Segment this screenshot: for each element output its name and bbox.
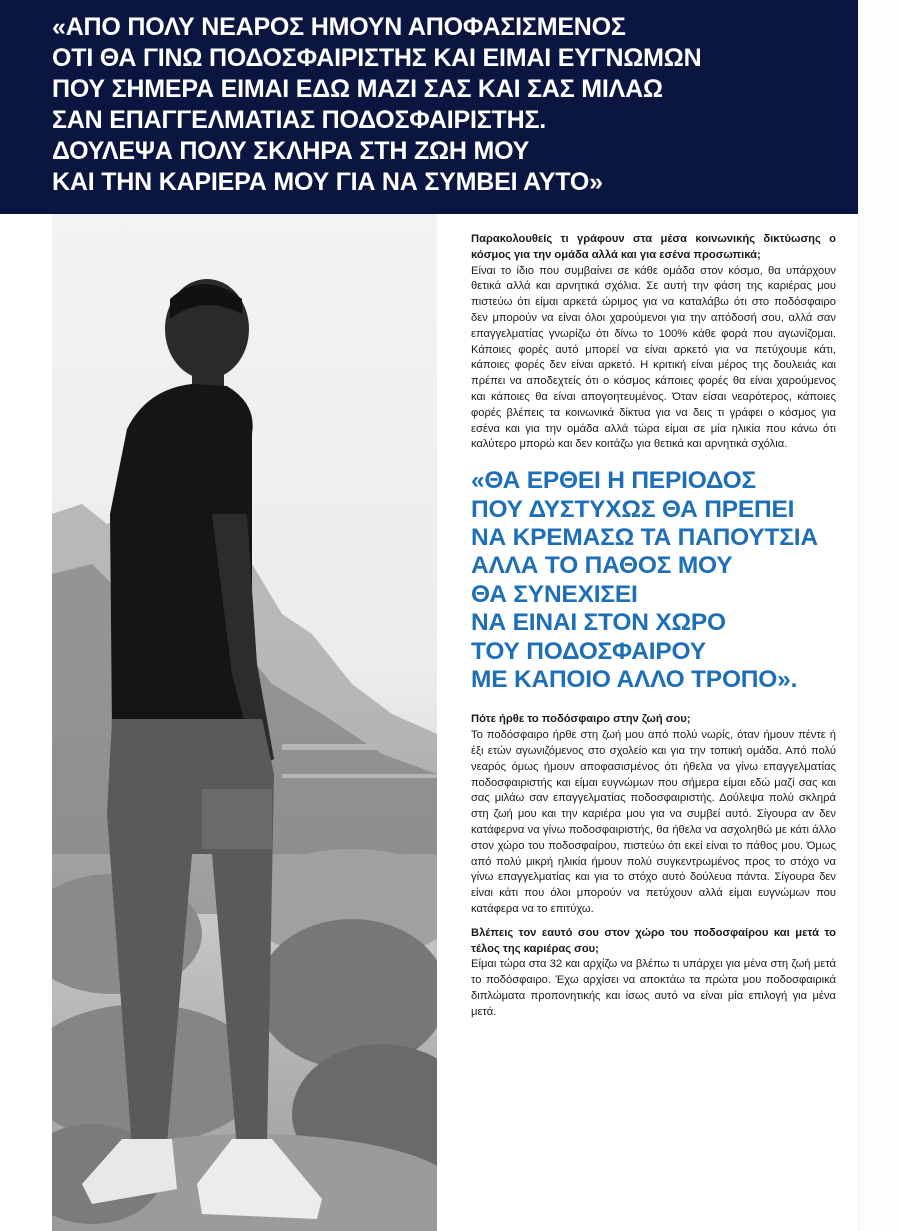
header-quote-line: ΚΑΙ ΤΗΝ ΚΑΡΙΕΡΑ ΜΟΥ ΓΙΑ ΝΑ ΣΥΜΒΕΙ ΑΥΤΟ» [52, 168, 603, 196]
header-quote-line: ΟΤΙ ΘΑ ΓΙΝΩ ΠΟΔΟΣΦΑΙΡΙΣΤΗΣ ΚΑΙ ΕΙΜΑΙ ΕΥΓΝΩΜΩΝ [52, 44, 702, 72]
interview-question: Παρακολουθείς τι γράφουν στα μέσα κοινωνικής δικτύωσης ο κόσμος για την ομάδα αλλά και για εσένα προσωπικά; [471, 233, 836, 261]
header-quote-banner [0, 0, 858, 214]
interview-answer: Είμαι τώρα στα 32 και αρχίζω να βλέπω τι υπάρχει για μένα στη ζωή μετά το ποδόσφαιρο. Έχω αρχίσει να αποκτάω τα πρώτα μου ποδοσφαιρικά διπλώματα προπονητικής και ίσως αυτό να είναι μία επιλογή για μένα μετά. [471, 958, 836, 1018]
interview-question: Πότε ήρθε το ποδόσφαιρο στην ζωή σου; [471, 713, 691, 726]
pull-quote-line: ΤΟΥ ΠΟΔΟΣΦΑΙΡΟΥ [471, 637, 706, 665]
interview-answer: Είναι το ίδιο που συμβαίνει σε κάθε ομάδα στον κόσμο, θα υπάρχουν θετικά αλλά και αρνητικά σχόλια. Σε αυτή την φάση της καριέρας μου πιστεύω ότι είμαι αρκετά ώριμος για να καταλάβω ότι στο ποδόσφαιρο δεν μπορούν να είναι όλοι χαρούμενοι για την απόδοσή σου, αλλά σαν επαγγελματίας γνωρίζω ότι δίνω το 100% κάθε φορά που αγωνίζομαι. Κάποιες φορές αυτό μπορεί να είναι αρκετό για να πετύχουμε κάτι, κάποιες φορές δεν είναι αρκετό. Η κριτική είναι μέρος της δουλειάς και πρέπει να αποδεχτείς ότι ο κόσμος κάποιες φορές θα είναι χαρούμενος και κάποιες θα είναι απογοητευμένος. Όταν είσαι νεαρότερος, κάποιες φορές βλέπεις τα κοινωνικά δίκτυα για να δεις τι γράφει ο κόσμος για εσένα και για την ομάδα αλλά τώρα είμαι σε μία ηλικία που κάνω ότι καλύτερο μπορώ και δεν κοιτάζω για θετικά και αρνητικά σχόλια. [471, 264, 836, 451]
interview-question: Βλέπεις τον εαυτό σου στον χώρο του ποδοσφαίρου και μετά το τέλος της καριέρας σου; [471, 926, 836, 955]
pull-quote-line: ΑΛΛΑ ΤΟ ΠΑΘΟΣ ΜΟΥ [471, 552, 733, 580]
pull-quote-line: ΜΕ ΚΑΠΟΙΟ ΑΛΛΟ ΤΡΟΠΟ». [471, 666, 798, 693]
pull-quote-line: «ΘΑ ΕΡΘΕΙ Η ΠΕΡΙΟΔΟΣ [471, 467, 757, 495]
pull-quote-line: ΘΑ ΣΥΝΕΧΙΣΕΙ [471, 580, 638, 608]
article-paragraph [471, 712, 836, 917]
page-margin [858, 0, 900, 1231]
pull-quote-line: ΝΑ ΕΙΝΑΙ ΣΤΟΝ ΧΩΡΟ [471, 609, 726, 637]
pull-quote-line: ΠΟΥ ΔΥΣΤΥΧΩΣ ΘΑ ΠΡΕΠΕΙ [471, 495, 795, 523]
header-quote-line: ΔΟΥΛΕΨΑ ΠΟΛΥ ΣΚΛΗΡΑ ΣΤΗ ΖΩΗ ΜΟΥ [52, 137, 530, 165]
pull-quote-line: ΝΑ ΚΡΕΜΑΣΩ ΤΑ ΠΑΠΟΥΤΣΙΑ [471, 523, 818, 551]
article-paragraph [471, 926, 836, 1021]
interview-answer: Το ποδόσφαιρο ήρθε στη ζωή μου από πολύ νωρίς, όταν ήμουν πέντε ή έξι ετών αγωνιζόμενος στο σχολείο και για την τοπική ομάδα. Από πολύ νεαρός όμως ήμουν αποφασισμένος ότι ήθελα να γίνω επαγγελματίας ποδοσφαιριστής και είμαι ευγνώμων που σήμερα είμαι εδώ μαζί σας και σας μιλάω σαν επαγγελματίας ποδοσφαιριστής. Δούλεψα πολύ σκληρά στη ζωή μου και την καριέρα μου για να συμβεί αυτό. Σίγουρα αν δεν κατάφερνα να γίνω ποδοσφαιριστής, θα ήθελα να ασχοληθώ με κάτι άλλο στον χώρο του ποδοσφαίρου, πιστεύω ότι εκεί είναι το πάθος μου. Όμως από πολύ μικρή ηλικία ήμουν πολύ συγκεντρωμένος προς το στόχο να γίνω επαγγελματίας και για το στόχο αυτό δούλευα πάντα. Σίγουρα δεν είναι κάτι που όλοι μπορούν να πετύχουν αλλά είμαι ευγνώμων που κατάφερα να το επιτύχω. [471, 729, 836, 915]
header-quote-line: ΠΟΥ ΣΗΜΕΡΑ ΕΙΜΑΙ ΕΔΩ ΜΑΖΙ ΣΑΣ ΚΑΙ ΣΑΣ ΜΙΛΑΩ [52, 75, 663, 103]
header-quote-line: ΣΑΝ ΕΠΑΓΓΕΛΜΑΤΙΑΣ ΠΟΔΟΣΦΑΙΡΙΣΤΗΣ. [52, 106, 546, 134]
article-paragraph [471, 232, 836, 453]
pull-quote [471, 467, 836, 694]
header-quote-line: «ΑΠΟ ΠΟΛΥ ΝΕΑΡΟΣ ΗΜΟΥΝ ΑΠΟΦΑΣΙΣΜΕΝΟΣ [52, 13, 626, 41]
player-photo [52, 214, 437, 1231]
article-column [471, 232, 836, 1021]
